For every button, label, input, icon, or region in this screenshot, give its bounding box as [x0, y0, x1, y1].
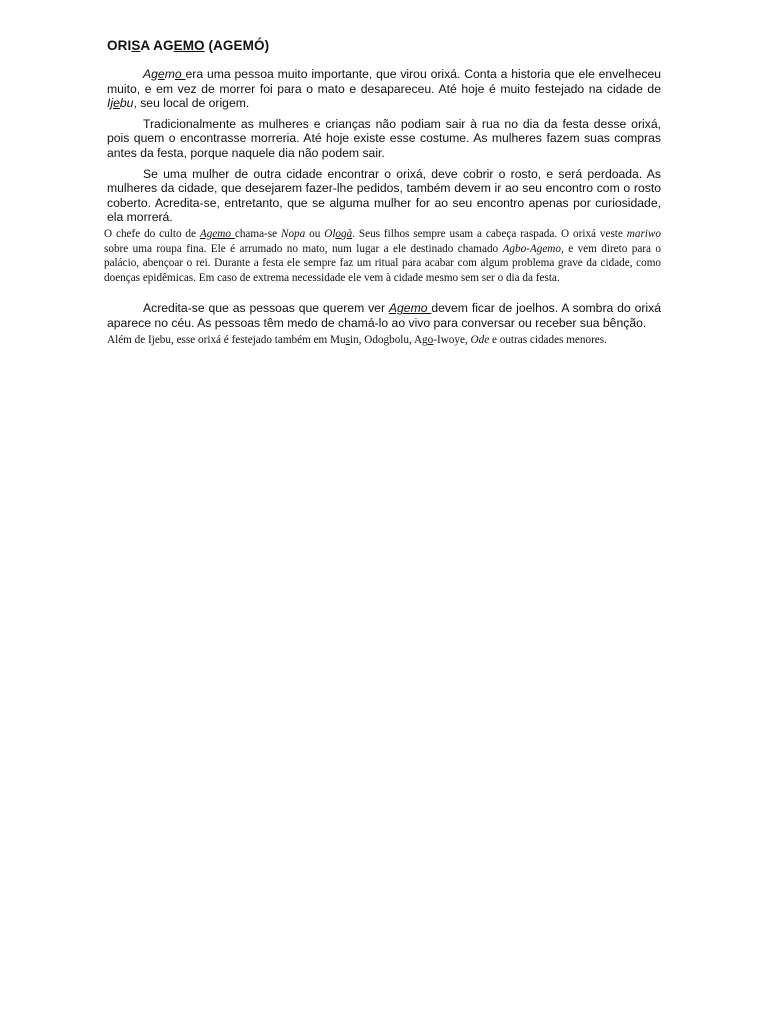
mariwo-term: mariwo	[626, 227, 661, 240]
agemo-term: Agemo	[199, 227, 235, 240]
title-underlined-letter: S	[131, 38, 141, 53]
title-text: (AGEMÓ)	[204, 38, 270, 53]
paragraph-text: , seu local de origem.	[133, 96, 250, 111]
paragraph-1	[107, 67, 661, 111]
ode-term: Ode	[470, 333, 490, 346]
page-title	[107, 38, 661, 53]
title-text: ORI	[107, 38, 132, 53]
title-underlined-letters: MO	[182, 38, 205, 53]
document-page	[104, 38, 662, 347]
title-text: A AG	[140, 38, 174, 53]
paragraph-4: O chefe do culto de Agemo chama-se Nopa ou Ologà. Seus filhos sempre usam a cabeça raspada. O orixá veste mariwo sobre uma roupa fina. Ele é arrumado no mato, num lugar a ele destinado chamado Agbo-Agemo, e vem direto para o palácio, abençoar o rei. Durante a festa ele sempre faz um ritual para acabar com algum problema grave da cidade, como doenças epidêmicas. Em caso de extrema necessidade ele vem à cidade mesmo sem ser o dia da festa.	[104, 227, 662, 284]
paragraph-2: Tradicionalmente as mulheres e crianças não podiam sair à rua no dia da festa desse orixá, pois quem o encontrasse morreria. Até hoje existe esse costume. As mulheres fazem suas compras antes da festa, porque naquele dia não podem sair.	[107, 116, 661, 160]
ologa-term: Ologà	[324, 227, 353, 240]
nopa-term: Nopa	[281, 227, 306, 240]
paragraph-3: Se uma mulher de outra cidade encontrar o orixá, deve cobrir o rosto, e será perdoada. As mulheres da cidade, que desejarem fazer-lhe pedidos, também devem ir ao seu encontro com o rosto coberto. Acredita-se, entretanto, que se alguma mulher for ao seu encontro apenas por curiosidade, ela morrerá.	[107, 166, 661, 225]
paragraph-6: Além de Ijebu, esse orixá é festejado também em Musin, Odogbolu, Ago-Iwoye, Ode e outras cidades menores.	[107, 333, 607, 346]
agemo-term: Agemo	[143, 67, 186, 81]
title-underlined-letter: E	[173, 38, 183, 53]
paragraph-spacer	[107, 285, 661, 301]
agemo-term: Agemo	[388, 301, 432, 316]
paragraph-text: era uma pessoa muito importante, que virou orixá. Conta a historia que ele envelheceu muito, e em vez de morrer foi para o mato e desapareceu. Até hoje é muito festejado na cidade de	[107, 67, 661, 96]
ijebu-term: Ijebu	[107, 96, 134, 111]
agbo-agemo-term: Agbo-Agemo,	[502, 242, 564, 255]
paragraph-5: Acredita-se que as pessoas que querem ver Agemo devem ficar de joelhos. A sombra do orixá aparece no céu. As pessoas têm medo de chamá-lo ao vivo para conversar ou receber sua bênção.	[107, 301, 661, 330]
